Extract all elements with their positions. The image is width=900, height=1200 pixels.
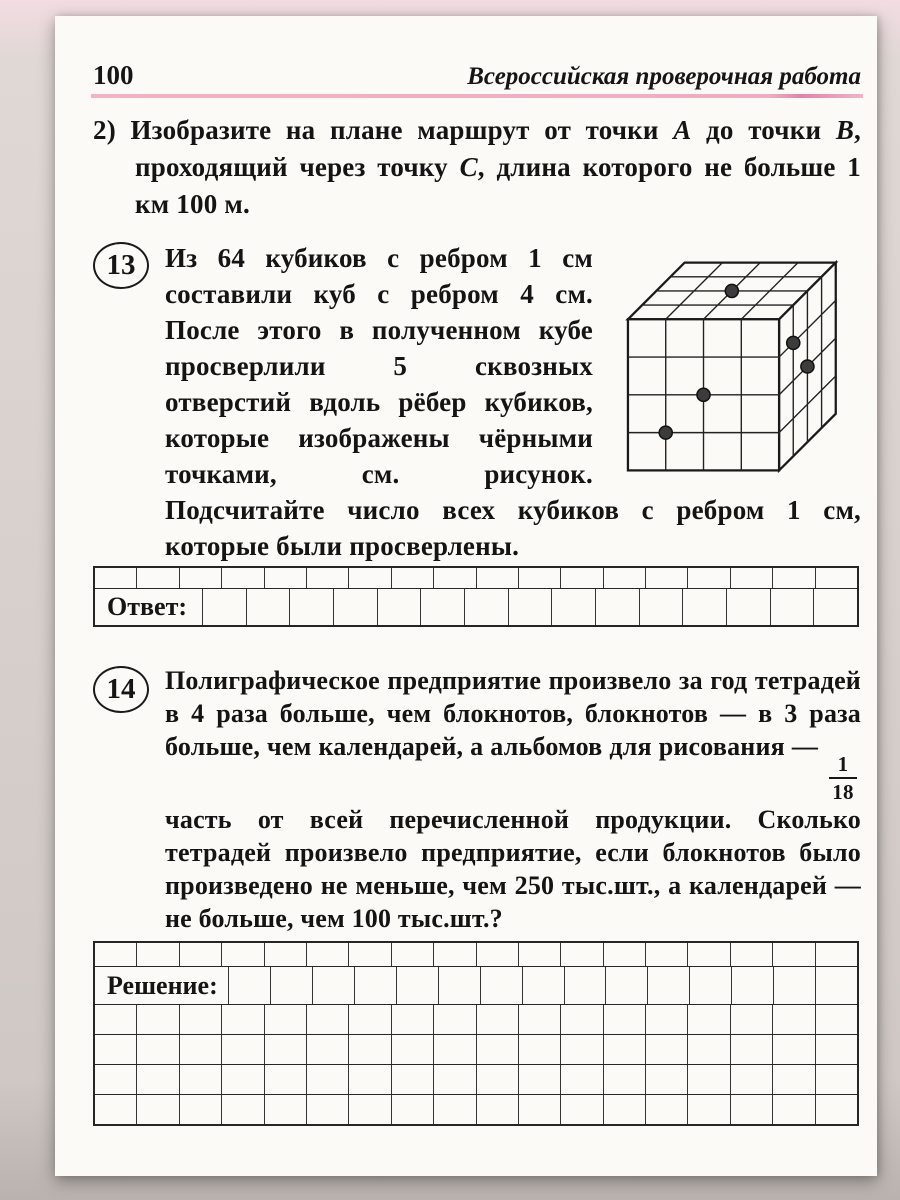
grid-cell [774, 967, 816, 1004]
task-12-part2-text [93, 112, 861, 223]
grid-cell [180, 943, 222, 966]
grid-cell [265, 943, 307, 966]
grid-cell [392, 1065, 434, 1094]
grid-cell [519, 1035, 561, 1064]
grid-cell [265, 1065, 307, 1094]
grid-cell [137, 1035, 179, 1064]
grid-cell [222, 1095, 264, 1124]
grid-cell [95, 1005, 137, 1034]
answer-cells-top [95, 568, 857, 588]
grid-cell [814, 589, 857, 625]
grid-cell [439, 967, 481, 1004]
grid-cell [349, 943, 391, 966]
grid-cell [816, 943, 857, 966]
grid-cell [606, 967, 648, 1004]
problem-13-number-badge [93, 242, 149, 289]
solution-grid [93, 941, 859, 1126]
page-header-row [93, 60, 861, 91]
grid-cell [307, 568, 349, 588]
grid-cell [477, 1065, 519, 1094]
grid-cell [334, 589, 378, 625]
grid-cell [477, 568, 519, 588]
grid-cell [773, 1005, 815, 1034]
grid-cell [392, 568, 434, 588]
grid-cell [434, 943, 476, 966]
grid-cell [434, 568, 476, 588]
grid-cell [640, 589, 684, 625]
grid-cell [688, 1065, 730, 1094]
grid-cell [727, 589, 771, 625]
grid-cell [95, 1095, 137, 1124]
grid-cell [137, 1005, 179, 1034]
grid-cell [816, 1065, 857, 1094]
grid-cell [421, 589, 465, 625]
solution-cells-row5 [95, 1065, 857, 1094]
grid-cell [307, 1065, 349, 1094]
problem-13-number: 13 [106, 249, 136, 281]
grid-cell [816, 967, 857, 1004]
grid-cell [773, 1095, 815, 1124]
grid-cell [481, 967, 523, 1004]
grid-cell [646, 1035, 688, 1064]
grid-cell [646, 1095, 688, 1124]
grid-cell [596, 589, 640, 625]
solution-cells-top [95, 943, 857, 966]
grid-cell [523, 967, 565, 1004]
grid-cell [477, 1035, 519, 1064]
problem-14-number: 14 [106, 673, 136, 705]
grid-cell [137, 943, 179, 966]
grid-cell [180, 1065, 222, 1094]
grid-cell [773, 1065, 815, 1094]
solution-grid-row-5 [95, 1064, 857, 1094]
hole-dot-top [725, 284, 738, 297]
grid-cell [265, 568, 307, 588]
fraction-numerator: 1 [837, 752, 849, 776]
grid-cell [477, 1095, 519, 1124]
grid-cell [688, 568, 730, 588]
grid-cell [561, 1065, 603, 1094]
solution-cells-row3 [95, 1005, 857, 1034]
page-number: 100 [93, 60, 134, 90]
fraction-denominator: 18 [832, 780, 854, 805]
grid-cell [688, 1005, 730, 1034]
grid-cell [773, 1035, 815, 1064]
grid-cell [392, 1035, 434, 1064]
grid-cell [477, 1005, 519, 1034]
solution-grid-row-6 [95, 1094, 857, 1124]
grid-cell [392, 943, 434, 966]
grid-cell [137, 1095, 179, 1124]
problem-14-number-badge [93, 666, 149, 713]
grid-cell [561, 1095, 603, 1124]
grid-cell [265, 1095, 307, 1124]
grid-cell [731, 1065, 773, 1094]
answer-grid-row-top [95, 568, 857, 588]
intro-seg4: , длина которого не больше 1 км 100 м. [135, 152, 861, 219]
grid-cell [688, 1035, 730, 1064]
intro-seg2: до точки [691, 115, 836, 145]
grid-cell [688, 1095, 730, 1124]
grid-cell [519, 568, 561, 588]
grid-cell [561, 1035, 603, 1064]
grid-cell [95, 1035, 137, 1064]
grid-cell [688, 943, 730, 966]
grid-cell [222, 1005, 264, 1034]
grid-cell [349, 1005, 391, 1034]
header-rule [91, 94, 863, 98]
grid-cell [561, 943, 603, 966]
grid-cell [604, 1035, 646, 1064]
answer-grid [93, 566, 859, 627]
grid-cell [222, 943, 264, 966]
grid-cell [731, 1035, 773, 1064]
grid-cell [180, 1035, 222, 1064]
grid-cell [646, 943, 688, 966]
grid-cell [731, 568, 773, 588]
workbook-page [55, 16, 877, 1176]
grid-cell [271, 967, 313, 1004]
grid-cell [816, 1005, 857, 1034]
cube-4x4x4-drawing [609, 250, 861, 483]
problem-14-seg1: Полиграфическое предприятие произвело за год тетрадей в 4 раза больше, чем блокнотов, блокнотов — в 3 раза больше, чем календарей, а альбомов для рисования — [165, 666, 861, 761]
grid-cell [95, 568, 137, 588]
grid-cell [731, 1095, 773, 1124]
grid-cell [646, 568, 688, 588]
grid-cell [222, 1065, 264, 1094]
intro-seg3: , проходящий через точку [135, 115, 861, 182]
grid-cell [519, 1095, 561, 1124]
grid-cell [816, 568, 857, 588]
grid-cell [229, 967, 271, 1004]
grid-cell [552, 589, 596, 625]
grid-cell [771, 589, 815, 625]
grid-cell [392, 1005, 434, 1034]
problem-14-seg2: часть от всей перечисленной продукции. Сколько тетрадей произвело предприятие, если блокнотов было произведено не меньше, чем 250 тыс.шт., а календарей — не больше, чем 100 тыс.шт.? [165, 805, 861, 934]
hole-dot-right-2 [801, 360, 814, 373]
grid-cell [313, 967, 355, 1004]
solution-label: Решение: [95, 967, 229, 1004]
grid-cell [392, 1095, 434, 1124]
point-b-label: В [835, 115, 855, 145]
grid-cell [265, 1035, 307, 1064]
solution-grid-row-4 [95, 1034, 857, 1064]
grid-cell [646, 1065, 688, 1094]
grid-cell [731, 943, 773, 966]
solution-grid-row-top [95, 943, 857, 966]
solution-cells [229, 967, 857, 1004]
grid-cell [222, 568, 264, 588]
grid-cell [434, 1095, 476, 1124]
grid-cell [180, 1095, 222, 1124]
hole-dot-front-2 [659, 426, 672, 439]
grid-cell [646, 1005, 688, 1034]
grid-cell [222, 1035, 264, 1064]
grid-cell [565, 967, 607, 1004]
problem-14-text [165, 664, 861, 935]
grid-cell [95, 1065, 137, 1094]
grid-cell [519, 1065, 561, 1094]
grid-cell [731, 1005, 773, 1034]
grid-cell [349, 1095, 391, 1124]
grid-cell [180, 1005, 222, 1034]
fraction-bar [829, 777, 857, 779]
grid-cell [509, 589, 553, 625]
grid-cell [307, 1095, 349, 1124]
grid-cell [434, 1065, 476, 1094]
grid-cell [604, 943, 646, 966]
grid-cell [180, 568, 222, 588]
grid-cell [247, 589, 291, 625]
grid-cell [773, 568, 815, 588]
page-header-title: Всероссийская проверочная работа [467, 63, 861, 90]
grid-cell [137, 568, 179, 588]
cube-figure [609, 250, 861, 483]
grid-cell [604, 1065, 646, 1094]
grid-cell [683, 589, 727, 625]
grid-cell [355, 967, 397, 1004]
grid-cell [307, 943, 349, 966]
problem-13-text: Из 64 кубиков с ребром 1 см составили куб с ребром 4 см. После этого в полученном кубе просверлили 5 сквозных отверстий вдоль рёбер кубиков, которые изображены чёрными точками, см. рисунок. Подсчитайте число всех кубиков с ребром 1 см, которые были просверлены. [165, 243, 861, 561]
answer-cells [203, 589, 857, 625]
grid-cell [604, 1005, 646, 1034]
grid-cell [137, 1065, 179, 1094]
answer-grid-row-label [95, 588, 857, 625]
grid-cell [307, 1005, 349, 1034]
grid-cell [561, 568, 603, 588]
answer-label: Ответ: [95, 589, 203, 625]
grid-cell [477, 943, 519, 966]
solution-cells-row4 [95, 1035, 857, 1064]
grid-cell [773, 943, 815, 966]
fraction-1-18 [825, 753, 861, 803]
grid-cell [816, 1095, 857, 1124]
hole-dot-right-1 [787, 336, 800, 349]
grid-cell [349, 1035, 391, 1064]
grid-cell [816, 1035, 857, 1064]
grid-cell [378, 589, 422, 625]
grid-cell [307, 1035, 349, 1064]
grid-cell [349, 1065, 391, 1094]
grid-cell [561, 1005, 603, 1034]
grid-cell [604, 568, 646, 588]
solution-grid-row-3 [95, 1004, 857, 1034]
grid-cell [203, 589, 247, 625]
point-c-label: С [459, 152, 478, 182]
grid-cell [732, 967, 774, 1004]
solution-cells-row6 [95, 1095, 857, 1124]
grid-cell [604, 1095, 646, 1124]
item-prefix: 2) [93, 115, 131, 145]
grid-cell [434, 1005, 476, 1034]
problem-14 [93, 664, 861, 935]
problem-13 [93, 240, 861, 564]
grid-cell [519, 1005, 561, 1034]
grid-cell [290, 589, 334, 625]
grid-cell [349, 568, 391, 588]
grid-cell [465, 589, 509, 625]
grid-cell [648, 967, 690, 1004]
point-a-label: А [673, 115, 692, 145]
hole-dot-front-1 [697, 388, 710, 401]
grid-cell [519, 943, 561, 966]
grid-cell [434, 1035, 476, 1064]
grid-cell [690, 967, 732, 1004]
intro-seg1: Изобразите на плане маршрут от точки [130, 115, 674, 145]
grid-cell [95, 943, 137, 966]
grid-cell [397, 967, 439, 1004]
solution-grid-row-label [95, 966, 857, 1004]
grid-cell [265, 1005, 307, 1034]
